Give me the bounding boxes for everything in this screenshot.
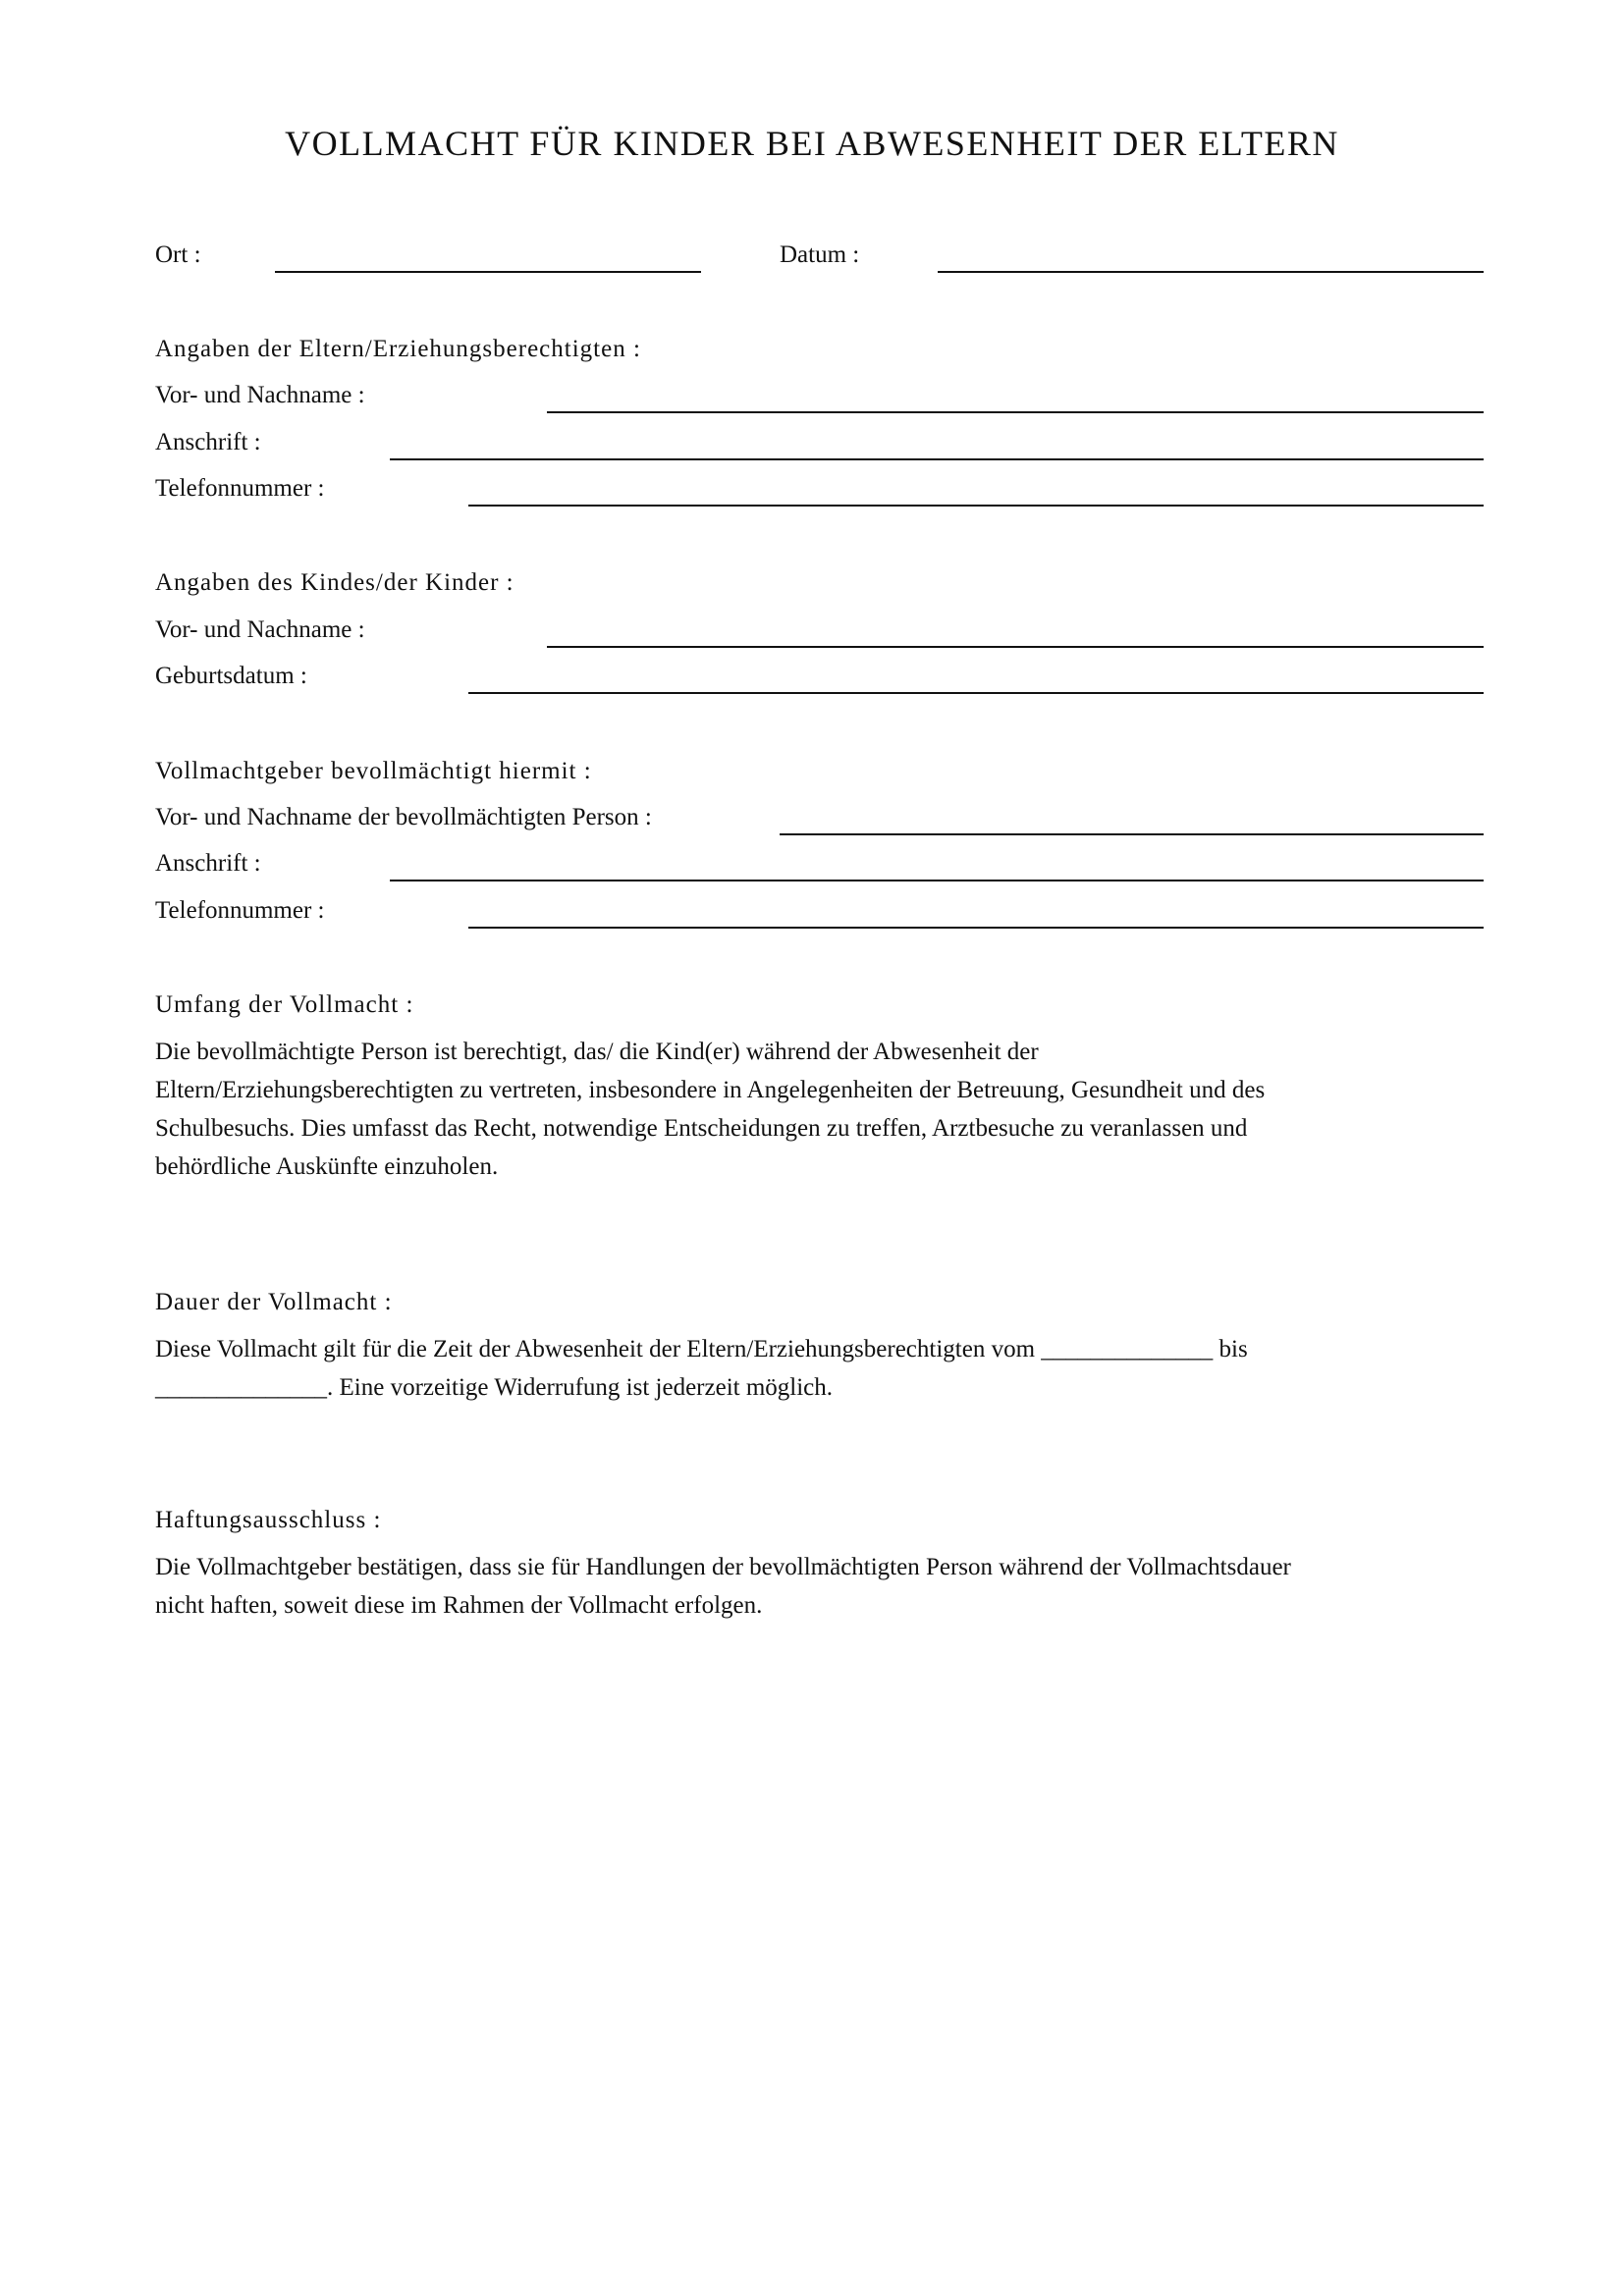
scope-heading: Umfang der Vollmacht :: [155, 991, 414, 1018]
children-birthdate-label: Geburtsdatum :: [155, 663, 307, 689]
children-name-field-line[interactable]: [547, 646, 1484, 648]
ort-field-line[interactable]: [275, 271, 701, 273]
datum-label: Datum :: [780, 241, 860, 268]
duration-heading: Dauer der Vollmacht :: [155, 1289, 393, 1315]
scope-line: Schulbesuchs. Dies umfasst das Recht, notwendige Entscheidungen zu treffen, Arztbesuche zu veranlassen und: [155, 1115, 1248, 1142]
parents-address-label: Anschrift :: [155, 429, 261, 455]
liability-line: nicht haften, soweit diese im Rahmen der Vollmacht erfolgen.: [155, 1592, 763, 1619]
parents-heading: Angaben der Eltern/Erziehungsberechtigten :: [155, 336, 641, 362]
authorized-phone-field-line[interactable]: [468, 927, 1484, 929]
liability-paragraph: [155, 1548, 1500, 1625]
duration-line: ______________. Eine vorzeitige Widerrufung ist jederzeit möglich.: [155, 1374, 834, 1401]
children-birthdate-field-line[interactable]: [468, 692, 1484, 694]
authorized-address-field-line[interactable]: [390, 880, 1484, 881]
document-title: VOLLMACHT FÜR KINDER BEI ABWESENHEIT DER ELTERN: [285, 124, 1339, 163]
authorized-address-label: Anschrift :: [155, 850, 261, 877]
parents-name-field-line[interactable]: [547, 411, 1484, 413]
authorized-name-field-line[interactable]: [780, 833, 1484, 835]
scope-line: behördliche Auskünfte einzuholen.: [155, 1153, 499, 1180]
parents-phone-field-line[interactable]: [468, 505, 1484, 507]
parents-address-field-line[interactable]: [390, 458, 1484, 460]
scope-line: Die bevollmächtigte Person ist berechtigt, das/ die Kind(er) während der Abwesenheit der: [155, 1039, 1039, 1065]
duration-line: Diese Vollmacht gilt für die Zeit der Abwesenheit der Eltern/Erziehungsberechtigten vom ______________ bis: [155, 1336, 1248, 1362]
children-name-label: Vor- und Nachname :: [155, 616, 365, 643]
ort-label: Ort :: [155, 241, 201, 268]
authorized-phone-label: Telefonnummer :: [155, 897, 325, 924]
authorized-name-label: Vor- und Nachname der bevollmächtigten Person :: [155, 804, 652, 830]
children-heading: Angaben des Kindes/der Kinder :: [155, 569, 514, 596]
liability-heading: Haftungsausschluss :: [155, 1507, 382, 1533]
datum-field-line[interactable]: [938, 271, 1484, 273]
scope-line: Eltern/Erziehungsberechtigten zu vertreten, insbesondere in Angelegenheiten der Betreuung, Gesundheit und des: [155, 1077, 1266, 1103]
duration-paragraph: [155, 1330, 1500, 1407]
liability-line: Die Vollmachtgeber bestätigen, dass sie für Handlungen der bevollmächtigten Person während der Vollmachtsdauer: [155, 1554, 1291, 1580]
parents-name-label: Vor- und Nachname :: [155, 382, 365, 408]
authorized-heading: Vollmachtgeber bevollmächtigt hiermit :: [155, 758, 592, 784]
scope-paragraph: [155, 1033, 1500, 1186]
parents-phone-label: Telefonnummer :: [155, 475, 325, 502]
